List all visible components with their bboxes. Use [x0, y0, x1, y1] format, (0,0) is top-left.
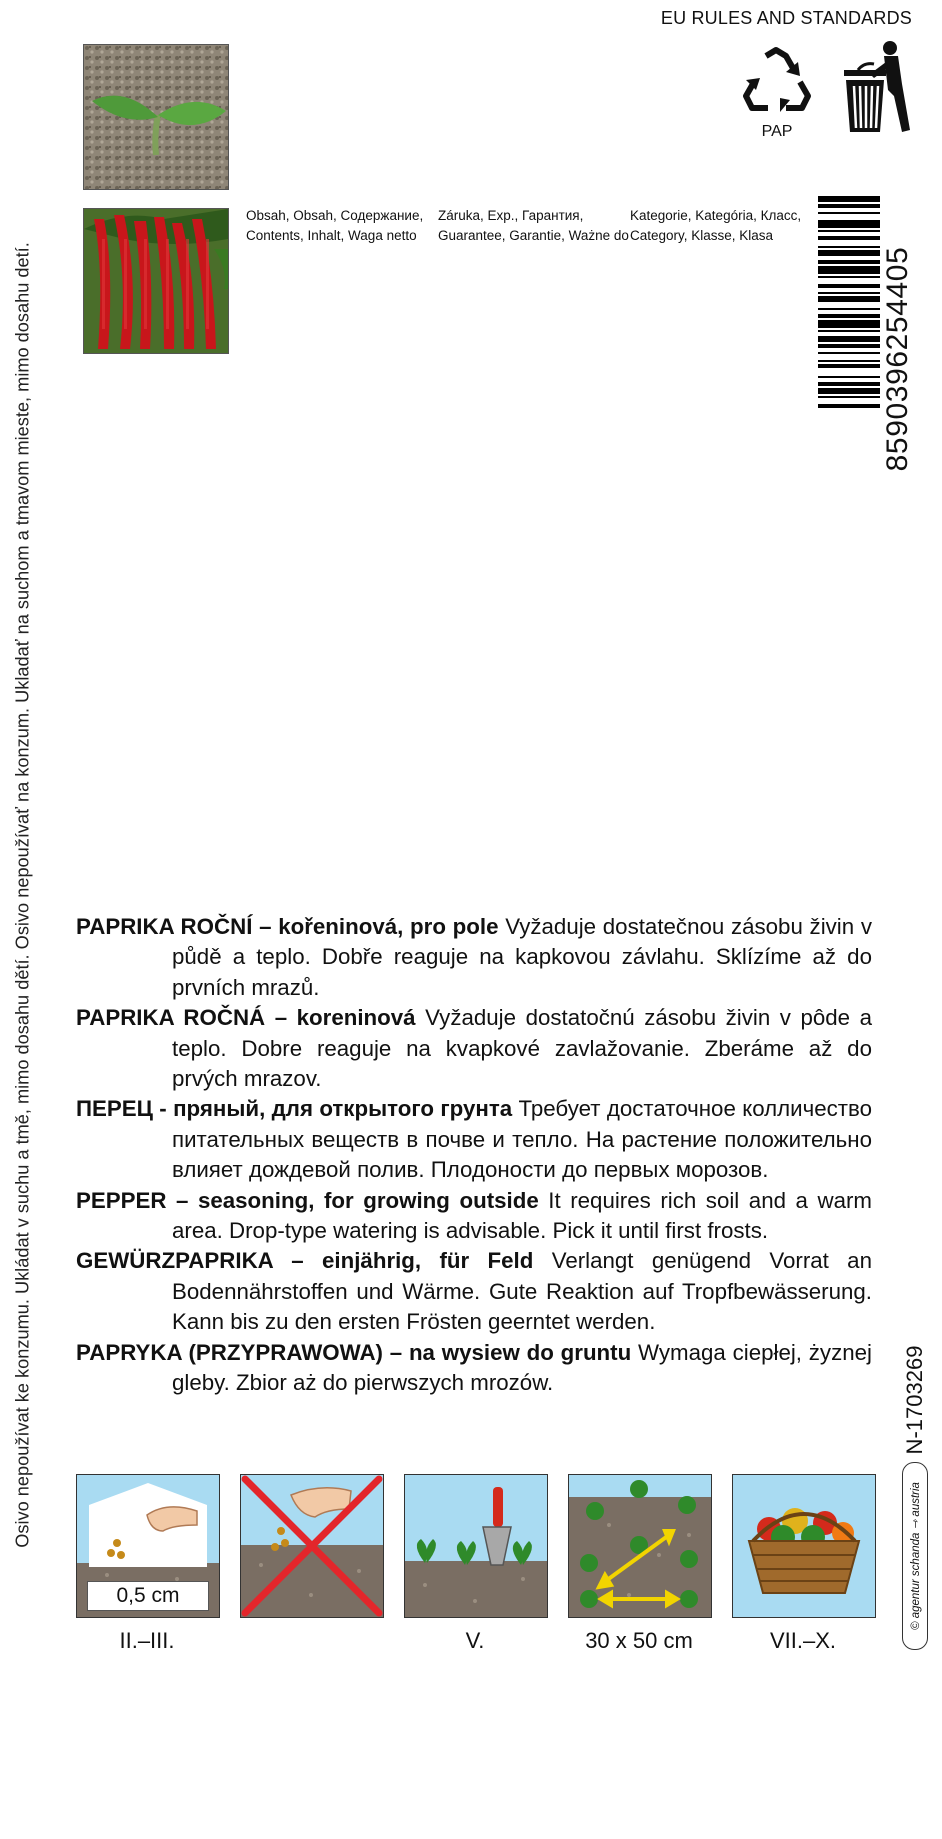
- description-cz: PAPRIKA ROČNÍ – kořeninová, pro pole Vyžaduje dostatečnou zásobu živin v půdě a teplo. Dobře reaguje na kapkovou závlahu. Sklízíme až do prvních mrazů.: [76, 914, 872, 1000]
- caption-harvest-months: VII.–X.: [769, 1628, 837, 1653]
- caption-planting-month: V.: [465, 1628, 485, 1653]
- planting-tile: [404, 1474, 548, 1618]
- description-block: [76, 912, 872, 1399]
- trash-bin-icon: [840, 40, 914, 136]
- sowing-indoor-tile: [76, 1474, 220, 1618]
- description-de: GEWÜRZPAPRIKA – einjährig, für Feld Verlangt genügend Vorrat an Bodennährstoffen und Wärme. Gute Reaktion auf Tropfbewässerung. Kann bis zu den ersten Frösten geerntet werden.: [76, 1248, 872, 1335]
- pepper-photo: [83, 208, 229, 354]
- barcode-icon: [818, 196, 918, 522]
- storage-warning: Osivo nepoužívat ke konzumu. Ukládat v suchu a tmě, mimo dosahu dětí. Osivo nepoužívať na konzum. Ukladať na suchom a tmavom mieste, mimo dosahu detí.: [12, 242, 33, 1548]
- seedling-photo: [83, 44, 229, 190]
- contents-label: Obsah, Obsah, Содержание, Contents, Inhalt, Waga netto: [246, 208, 424, 243]
- description-en: PEPPER – seasoning, for growing outside It requires rich soil and a warm area. Drop-type watering is advisable. Pick it until first frosts.: [76, 1187, 872, 1244]
- sowing-depth: 0,5 cm: [87, 1581, 209, 1611]
- no-direct-sowing-tile: [240, 1474, 384, 1618]
- category-label: Kategorie, Kategória, Класс, Category, Klasse, Klasa: [630, 208, 802, 243]
- publisher-mark: © agentur schanda ⇾ austria: [902, 1462, 928, 1650]
- guarantee-label: Záruka, Exp., Гарантия, Guarantee, Garantie, Ważne do: [438, 208, 629, 243]
- description-pl: PAPRYKA (PRZYPRAWOWA) – na wysiew do gruntu Wymaga ciepłej, żyznej gleby. Zbior aż do pierwszych mrozów.: [76, 1339, 872, 1396]
- spacing-tile: [568, 1474, 712, 1618]
- caption-sowing-months: II.–III.: [119, 1628, 175, 1653]
- recycle-label: PAP: [761, 123, 793, 140]
- barcode-number: 8590396254405: [881, 246, 914, 472]
- description-sk: PAPRIKA ROČNÁ – koreninová Vyžaduje dostatočnú zásobu živin v pôde a teplo. Dobre reaguje na kvapkové zavlažovanie. Zberáme až do prvých mrazov.: [76, 1005, 873, 1092]
- description-ru: ПЕРЕЦ - пряный, для открытого грунта Требует достаточное колличество питательных веществ в почве и тепло. На растение положительно влияет дождевой полив. Плодоности до первых морозов.: [76, 1096, 872, 1183]
- caption-spacing: 30 x 50 cm: [585, 1628, 693, 1653]
- recycle-icon: [738, 46, 816, 142]
- product-code: N-1703269: [902, 1345, 927, 1455]
- eu-rules-heading: EU RULES AND STANDARDS: [660, 8, 912, 28]
- harvest-tile: [732, 1474, 876, 1618]
